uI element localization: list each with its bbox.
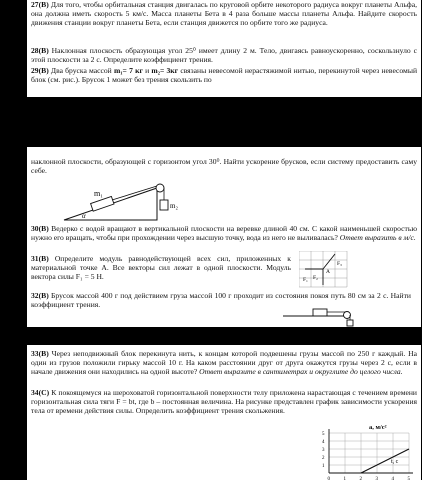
problem-text: Наклонная плоскость образующая угол 25⁰ имеет длину 2 м. Тело, двигаясь равноускоренно, соскользнуло с этой плоскости за 2 с. Определите коэффициент трения.: [31, 46, 417, 65]
answer-instruction: Ответ выразить в м/с.: [339, 233, 416, 243]
page-fragment-bottom: [27, 345, 421, 480]
x-tick-label: 3: [375, 477, 378, 480]
label-f3: F₃: [337, 261, 342, 267]
x-tick-label: 4: [391, 477, 394, 480]
label-alpha: α: [82, 212, 86, 220]
problem-number: 28(В): [31, 46, 49, 55]
problem-30: [31, 224, 417, 242]
problem-number: 31(В): [31, 254, 49, 263]
y-tick-label: 1: [322, 464, 325, 469]
problem-text: Ведерко с водой вращают в вертикальной плоскости на веревке длиной 40 см. С какой наименьшей скоростью нужно его вращать, чтобы при прохождении через высшую точку, вода из него не выливалась?: [31, 224, 417, 243]
problem-28: [31, 46, 417, 64]
problem-text: Два бруска массой: [50, 66, 112, 75]
mass-2: m₂= 3кг: [151, 66, 179, 75]
problem-text: Брусок массой 400 г под действием груза массой 100 г проходит из состояния покоя путь 80 см за 2 с. Найти коэффициент трения.: [31, 291, 411, 310]
problem-29-continued: [31, 157, 417, 175]
force-vectors-figure: [299, 251, 349, 289]
conjunction: и: [145, 66, 150, 75]
block-2: [160, 200, 168, 210]
problem-text: К покоящемуся на шероховатой горизонтальной поверхности телу приложена нарастающая с течением времени горизонтальная сила тяги F = bt, где b – постоянная величина. На рисунке представлен график зависимости ускорения тела от времени действия силы. Определить коэффициент трения скольжения.: [31, 388, 417, 416]
problem-text: Определите модуль равнодействующей всех сил, приложенных к материальной точке A. Все векторы сил лежат в одной плоскости. Модуль вектора силы F₁ = 5 Н.: [31, 254, 291, 282]
series-line: [361, 449, 409, 473]
block: [313, 309, 327, 316]
problem-number: 34(С): [31, 388, 50, 397]
incline-figure: [62, 182, 187, 222]
problem-29: [31, 66, 417, 84]
x-tick-label: 5: [407, 477, 410, 480]
y-tick-label: 3: [322, 448, 325, 453]
problem-text: связаны невесомой нерастяжимой нитью, перекинутой через невесомый блок (см. рис.). Брусок 1 может без трения скользить по: [31, 66, 418, 85]
string: [112, 186, 157, 200]
problem-number: 32(В): [31, 291, 49, 300]
y-axis-label: a, м/с²: [369, 424, 387, 431]
problem-text: Через неподвижный блок перекинута нить, к концам которой подвешены грузы массой по 250 г каждый. На один из грузов положили гирьку массой 10 г. На каком расстоянии друг от друга окажутся грузы через 2 с, если в начале движения они находились на одной высоте?: [31, 349, 417, 377]
y-tick-label: 2: [322, 456, 325, 461]
label-f1: F₁: [303, 277, 308, 283]
force-arrows: [305, 254, 335, 285]
acceleration-graph: [317, 423, 419, 480]
problem-31: [31, 254, 291, 282]
label-m2: m₂: [170, 202, 178, 210]
label-a: A: [326, 269, 330, 275]
x-tick-label: 0: [327, 477, 330, 480]
table-pulley-figure: [283, 307, 373, 327]
pulley-icon: [344, 312, 351, 319]
problem-34: [31, 388, 417, 416]
mass-1: m₁= 7 кг: [113, 66, 143, 75]
problem-number: 27(В): [31, 0, 49, 9]
problem-33: [31, 349, 417, 377]
graph-axes: [329, 429, 413, 473]
pulley-icon: [156, 184, 164, 192]
x-tick-label: 2: [359, 477, 362, 480]
graph-grid: [329, 433, 409, 473]
label-f2: F₂: [313, 275, 318, 281]
problem-number: 29(В): [31, 66, 49, 75]
problem-text: наклонной плоскости, образующей с горизонтом угол 30⁰. Найти ускорение брусков, если систему предоставить саму себе.: [31, 157, 417, 176]
page-fragment-middle: [27, 147, 421, 327]
y-tick-label: 5: [322, 432, 325, 437]
problem-number: 30(В): [31, 224, 49, 233]
problem-text: Для того, чтобы орбитальная станция двигалась по круговой орбите некоторого радиуса вокруг планеты Альфа, она должна иметь скорость 5 км/с. Масса планеты Бета в 4 раза больше массы планеты Альфа. Найдите скорость движения станции вокруг планеты Бета, если станция движется по орбите того же радиуса.: [31, 0, 417, 28]
answer-instruction: Ответ выразите в сантиметрах и округлите до целого числа.: [199, 367, 403, 377]
page-fragment-top: [27, 0, 421, 97]
problem-27: [31, 0, 417, 28]
label-m1: m₁: [94, 189, 104, 198]
x-axis-label: t, с: [391, 459, 399, 465]
x-tick-label: 1: [343, 477, 346, 480]
y-tick-label: 4: [322, 440, 325, 445]
weight: [347, 320, 353, 326]
problem-number: 33(В): [31, 349, 49, 358]
block-1: [91, 196, 114, 211]
